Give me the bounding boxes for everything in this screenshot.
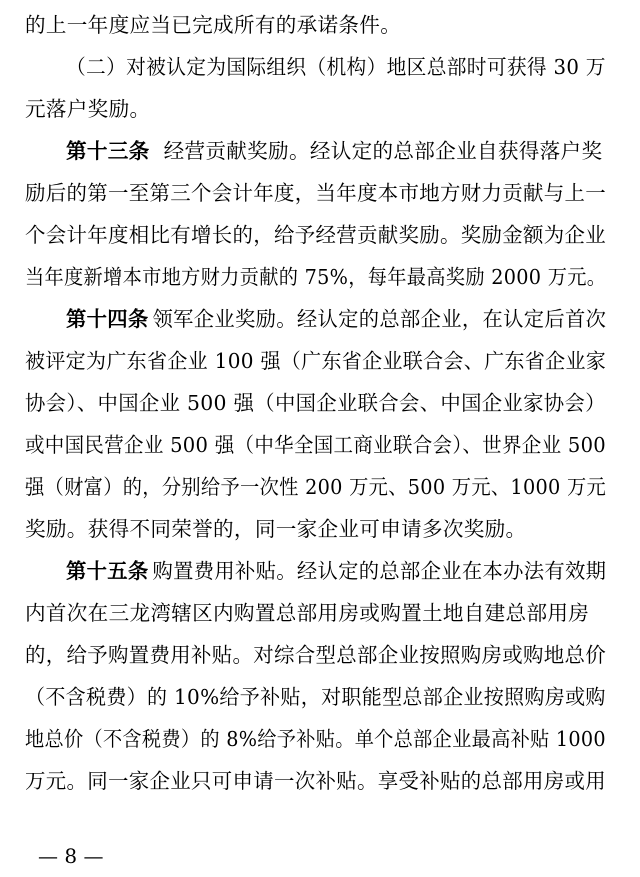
line-text: （二）对被认定为国际组织（机构）地区总部时可获得 30 万 [66, 55, 606, 79]
line-text: 购置费用补贴。经认定的总部企业在本办法有效期 [152, 559, 607, 583]
text-line [25, 388, 606, 418]
line-text: 万元。同一家企业只可申请一次补贴。享受补贴的总部用房或用 [25, 769, 607, 793]
text-line [25, 94, 150, 124]
line-text: 协会）、中国企业 500 强（中国企业联合会、中国企业家协会） [25, 391, 606, 415]
line-text: 地总价（不含税费）的 8%给予补贴。单个总部企业最高补贴 1000 [25, 727, 606, 751]
text-line [25, 640, 606, 670]
article-heading-13: 第十三条 [66, 139, 150, 163]
text-line [25, 262, 606, 292]
text-line [25, 682, 606, 712]
text-line [25, 724, 606, 754]
line-text: 元落户奖励。 [25, 97, 151, 121]
page-number: — 8 — [38, 844, 104, 868]
text-line [25, 10, 401, 40]
text-line [25, 514, 526, 544]
line-text: 经营贡献奖励。经认定的总部企业自获得落户奖 [163, 139, 603, 163]
line-text: 被评定为广东省企业 100 强（广东省企业联合会、广东省企业家 [25, 349, 607, 373]
line-text: 或中国民营企业 500 强（中华全国工商业联合会）、世界企业 500 [25, 433, 607, 457]
article-15-first-line [66, 556, 606, 586]
line-text: 强（财富）的，分别给予一次性 200 万元、500 万元、1000 万元 [25, 475, 607, 499]
line-text: 奖励。获得不同荣誉的，同一家企业可申请多次奖励。 [25, 517, 527, 541]
article-heading-14: 第十四条 [66, 307, 149, 331]
line-text: 内首次在三龙湾辖区内购置总部用房或购置土地自建总部用房 [25, 601, 590, 625]
line-text: 的，给予购置费用补贴。对综合型总部企业按照购房或购地总价 [25, 643, 607, 667]
text-line [25, 472, 606, 502]
line-text: （不含税费）的 10%给予补贴，对职能型总部企业按照购房或购 [25, 685, 606, 709]
text-line [25, 430, 606, 460]
line-text: 励后的第一至第三个会计年度，当年度本市地方财力贡献与上一 [25, 181, 607, 205]
text-line [25, 346, 606, 376]
article-14-first-line [66, 304, 606, 334]
text-line [25, 178, 606, 208]
text-line [25, 598, 589, 628]
text-line [25, 220, 606, 250]
line-text: 领军企业奖励。经认定的总部企业，在认定后首次 [152, 307, 607, 331]
text-line [25, 766, 606, 796]
text-line [66, 52, 606, 82]
article-heading-15: 第十五条 [66, 559, 149, 583]
line-text: 当年度新增本市地方财力贡献的 75%，每年最高奖励 2000 万元。 [25, 265, 607, 289]
line-text: 的上一年度应当已完成所有的承诺条件。 [25, 13, 402, 37]
article-13-first-line [66, 136, 602, 166]
line-text: 个会计年度相比有增长的，给予经营贡献奖励。奖励金额为企业 [25, 223, 607, 247]
